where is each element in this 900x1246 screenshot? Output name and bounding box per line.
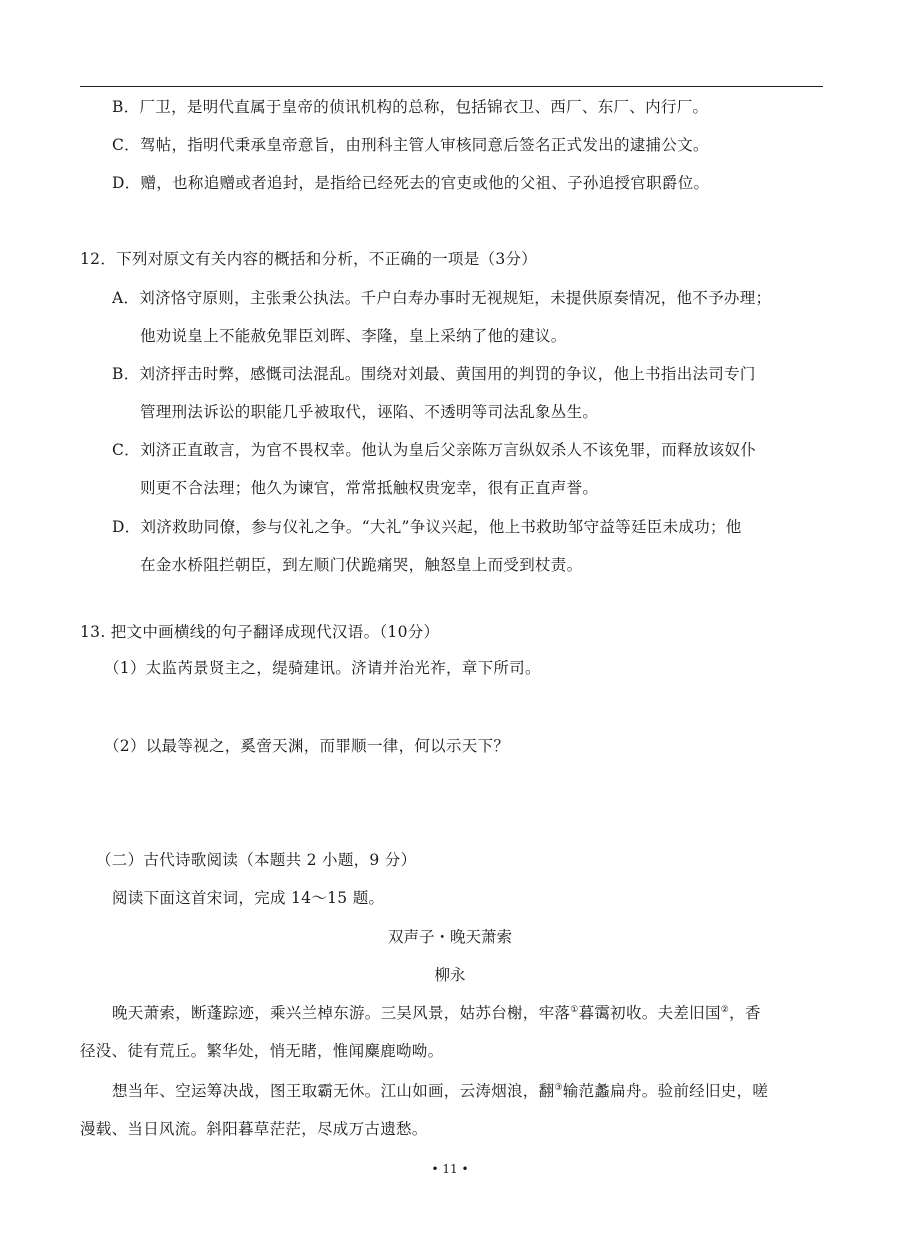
- q12-option-b-line1: B．刘济抨击时弊，感慨司法混乱。围绕对刘最、黄国用的判罚的争议，他上书指出法司专门: [112, 365, 756, 383]
- poem-stanza2-line1: [112, 1080, 768, 1102]
- poem-text-segment: 暮霭初收。夫差旧国: [578, 1004, 721, 1022]
- q12-option-b-line2: 管理刑法诉讼的职能几乎被取代，诬陷、不透明等司法乱象丛生。: [140, 403, 599, 421]
- q12-option-a-line1: A．刘济恪守原则，主张秉公执法。千户白寿办事时无视规矩，未提供原奏情况，他不予办理；: [112, 289, 772, 307]
- q13-sentence-2: （2）以最等视之，奚啻天渊，而罪顺一律，何以示天下？: [104, 737, 510, 755]
- poem-text-segment: 输范蠡扁舟。验前经旧史，嗟: [562, 1082, 769, 1100]
- q11-option-c: C．驾帖，指明代秉承皇帝意旨，由刑科主管人审核同意后签名正式发出的逮捕公文。: [112, 136, 709, 154]
- q11-option-d: D．赠，也称追赠或者追封，是指给已经死去的官吏或他的父祖、子孙追授官职爵位。: [112, 174, 710, 192]
- poem-text-segment: 想当年、空运筹决战，图王取霸无休。江山如画，云涛烟浪，翻: [112, 1082, 555, 1100]
- poem-text-segment: ，香: [729, 1004, 761, 1022]
- page-number: • 11 •: [431, 1162, 469, 1176]
- q12-option-a-line2: 他劝说皇上不能赦免罪臣刘晖、李隆，皇上采纳了他的建议。: [140, 327, 567, 345]
- q12-option-d-line2: 在金水桥阻拦朝臣，到左顺门伏跪痛哭，触怒皇上而受到杖责。: [140, 556, 583, 574]
- q12-stem: 12．下列对原文有关内容的概括和分析，不正确的一项是（3分）: [80, 250, 538, 268]
- footnote-marker-1: ①: [570, 1004, 579, 1015]
- q12-option-d-line1: D．刘济救助同僚，参与仪礼之争。“大礼”争议兴起，他上书救助邹守益等廷臣未成功；他: [112, 518, 742, 536]
- poem-author: 柳永: [434, 966, 466, 984]
- poem-stanza1-line2: 径没、徒有荒丘。繁华处，悄无睹，惟闻麋鹿呦呦。: [80, 1042, 444, 1060]
- header-rule: [80, 86, 823, 87]
- poem-stanza1-line1: [112, 1002, 761, 1024]
- q11-option-b: B．厂卫，是明代直属于皇帝的侦讯机构的总称，包括锦衣卫、西厂、东厂、内行厂。: [112, 98, 709, 116]
- poem-text-segment: 晚天萧索，断蓬踪迹，乘兴兰棹东游。三吴风景，姑苏台榭，牢落: [112, 1004, 571, 1022]
- q12-option-c-line2: 则更不合法理；他久为谏官，常常抵触权贵宠幸，很有正直声誉。: [140, 479, 599, 497]
- poem-title: 双声子・晚天萧索: [387, 928, 512, 946]
- section2-heading: （二）古代诗歌阅读（本题共 2 小题，9 分）: [96, 851, 417, 869]
- section2-instruction: 阅读下面这首宋词，完成 14～15 题。: [112, 889, 385, 907]
- footnote-marker-3: ③: [554, 1082, 563, 1093]
- q12-option-c-line1: C．刘济正直敢言，为官不畏权幸。他认为皇后父亲陈万言纵奴杀人不该免罪，而释放该奴仆: [112, 441, 757, 459]
- poem-stanza2-line2: 漫载、当日风流。斜阳暮草茫茫，尽成万古遗愁。: [80, 1120, 428, 1138]
- q13-sentence-1: （1）太监芮景贤主之，缇骑建讯。济请并治光祚，章下所司。: [104, 659, 541, 677]
- footnote-marker-2: ②: [720, 1004, 730, 1015]
- q13-stem: 13. 把文中画横线的句子翻译成现代汉语。（10分）: [80, 623, 440, 641]
